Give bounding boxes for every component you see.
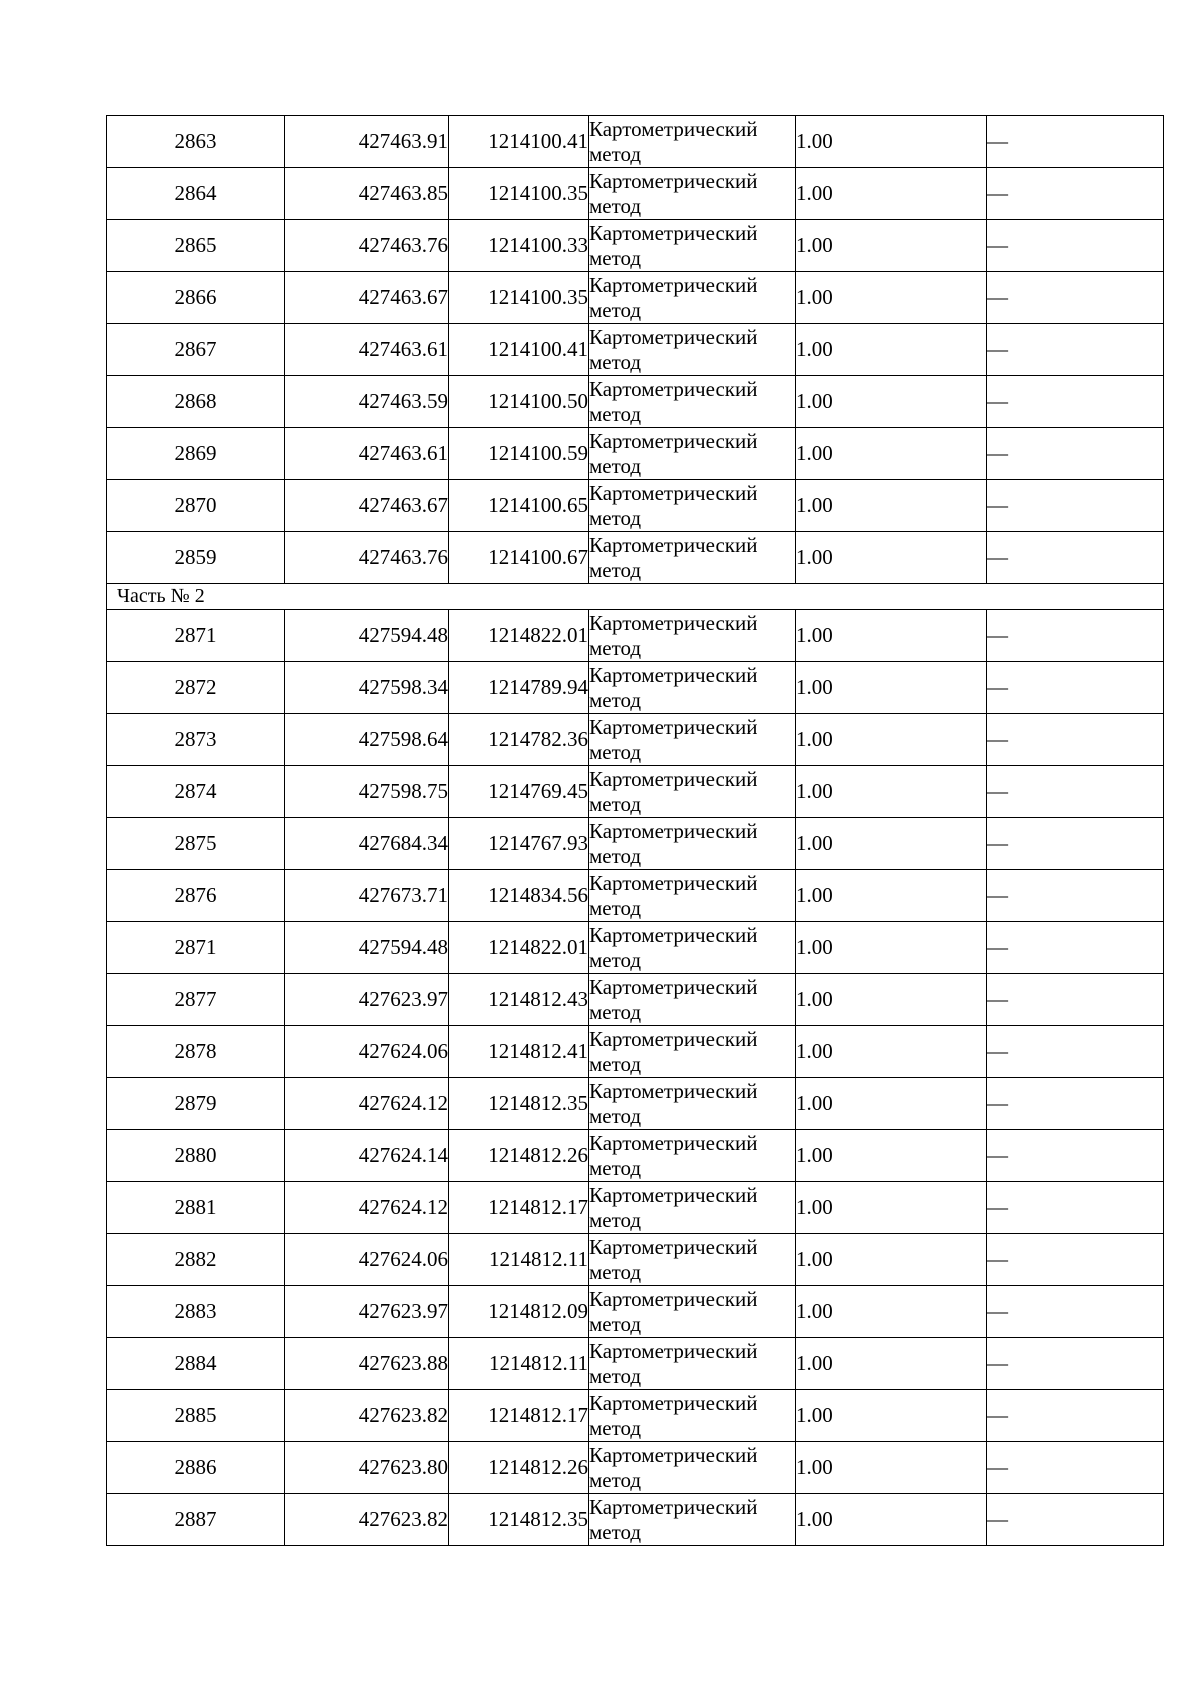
x-coordinate-cell: 427624.12: [285, 1078, 449, 1130]
method-line-1: Картометрический: [589, 116, 758, 141]
y-coordinate-cell: 1214812.26: [449, 1130, 589, 1182]
point-number-cell: 2882: [107, 1234, 285, 1286]
x-coordinate-cell: 427463.61: [285, 324, 449, 376]
table-row: [107, 1286, 1164, 1338]
x-coordinate-cell: 427594.48: [285, 922, 449, 974]
x-coordinate-cell: 427594.48: [285, 610, 449, 662]
y-coordinate-cell: 1214812.41: [449, 1026, 589, 1078]
x-coordinate-cell: 427623.82: [285, 1390, 449, 1442]
note-cell: —: [987, 376, 1164, 428]
method-line-2: метод: [589, 1103, 642, 1128]
method-cell: [589, 610, 796, 662]
method-cell: [589, 532, 796, 584]
y-coordinate-cell: 1214100.59: [449, 428, 589, 480]
x-coordinate-cell: 427463.91: [285, 116, 449, 168]
method-line-2: метод: [589, 1519, 642, 1544]
x-coordinate-cell: 427673.71: [285, 870, 449, 922]
point-number-cell: 2879: [107, 1078, 285, 1130]
point-number-cell: 2867: [107, 324, 285, 376]
point-number-cell: 2877: [107, 974, 285, 1026]
method-cell: [589, 1390, 796, 1442]
point-number-cell: 2886: [107, 1442, 285, 1494]
y-coordinate-cell: 1214100.35: [449, 168, 589, 220]
point-number-cell: 2873: [107, 714, 285, 766]
y-coordinate-cell: 1214812.35: [449, 1494, 589, 1546]
accuracy-cell: 1.00: [796, 1338, 987, 1390]
method-line-1: Картометрический: [589, 220, 758, 245]
method-line-1: Картометрический: [589, 324, 758, 349]
x-coordinate-cell: 427623.82: [285, 1494, 449, 1546]
table-row: [107, 532, 1164, 584]
y-coordinate-cell: 1214812.43: [449, 974, 589, 1026]
note-cell: —: [987, 1182, 1164, 1234]
note-cell: —: [987, 766, 1164, 818]
method-cell: [589, 1078, 796, 1130]
note-cell: —: [987, 428, 1164, 480]
note-cell: —: [987, 922, 1164, 974]
method-line-2: метод: [589, 1259, 642, 1284]
y-coordinate-cell: 1214789.94: [449, 662, 589, 714]
method-line-1: Картометрический: [589, 272, 758, 297]
method-line-1: Картометрический: [589, 714, 758, 739]
table-row: [107, 870, 1164, 922]
method-line-1: Картометрический: [589, 1338, 758, 1363]
method-line-2: метод: [589, 1467, 642, 1492]
method-line-1: Картометрический: [589, 766, 758, 791]
table-row: [107, 1494, 1164, 1546]
point-number-cell: 2868: [107, 376, 285, 428]
accuracy-cell: 1.00: [796, 922, 987, 974]
point-number-cell: 2871: [107, 610, 285, 662]
accuracy-cell: 1.00: [796, 116, 987, 168]
accuracy-cell: 1.00: [796, 870, 987, 922]
note-cell: —: [987, 168, 1164, 220]
method-cell: [589, 870, 796, 922]
x-coordinate-cell: 427624.06: [285, 1234, 449, 1286]
method-line-2: метод: [589, 895, 642, 920]
table-row: [107, 1078, 1164, 1130]
method-cell: [589, 1130, 796, 1182]
method-cell: [589, 220, 796, 272]
note-cell: —: [987, 324, 1164, 376]
note-cell: —: [987, 1078, 1164, 1130]
x-coordinate-cell: 427624.14: [285, 1130, 449, 1182]
table-row: [107, 480, 1164, 532]
y-coordinate-cell: 1214834.56: [449, 870, 589, 922]
method-line-2: метод: [589, 947, 642, 972]
note-cell: —: [987, 1286, 1164, 1338]
y-coordinate-cell: 1214812.11: [449, 1338, 589, 1390]
accuracy-cell: 1.00: [796, 532, 987, 584]
section-label: Часть № 2: [107, 584, 1164, 610]
method-line-2: метод: [589, 349, 642, 374]
note-cell: —: [987, 480, 1164, 532]
x-coordinate-cell: 427463.76: [285, 532, 449, 584]
accuracy-cell: 1.00: [796, 168, 987, 220]
x-coordinate-cell: 427463.85: [285, 168, 449, 220]
method-cell: [589, 766, 796, 818]
table-row: [107, 272, 1164, 324]
accuracy-cell: 1.00: [796, 272, 987, 324]
point-number-cell: 2880: [107, 1130, 285, 1182]
method-line-2: метод: [589, 141, 642, 166]
method-line-2: метод: [589, 193, 642, 218]
accuracy-cell: 1.00: [796, 1182, 987, 1234]
method-line-1: Картометрический: [589, 532, 758, 557]
method-cell: [589, 1442, 796, 1494]
method-line-1: Картометрический: [589, 1234, 758, 1259]
method-line-2: метод: [589, 557, 642, 582]
note-cell: —: [987, 272, 1164, 324]
note-cell: —: [987, 1338, 1164, 1390]
method-cell: [589, 428, 796, 480]
method-cell: [589, 1286, 796, 1338]
point-number-cell: 2872: [107, 662, 285, 714]
x-coordinate-cell: 427624.12: [285, 1182, 449, 1234]
accuracy-cell: 1.00: [796, 1390, 987, 1442]
x-coordinate-cell: 427623.97: [285, 1286, 449, 1338]
table-row: [107, 974, 1164, 1026]
method-cell: [589, 1234, 796, 1286]
table-row: [107, 324, 1164, 376]
coordinates-table-body: [107, 116, 1164, 1546]
method-cell: [589, 818, 796, 870]
point-number-cell: 2871: [107, 922, 285, 974]
note-cell: —: [987, 974, 1164, 1026]
note-cell: —: [987, 610, 1164, 662]
section-header-row: [107, 584, 1164, 610]
point-number-cell: 2869: [107, 428, 285, 480]
method-line-1: Картометрический: [589, 1286, 758, 1311]
method-line-2: метод: [589, 1207, 642, 1232]
y-coordinate-cell: 1214782.36: [449, 714, 589, 766]
table-row: [107, 1234, 1164, 1286]
method-line-2: метод: [589, 245, 642, 270]
point-number-cell: 2884: [107, 1338, 285, 1390]
point-number-cell: 2883: [107, 1286, 285, 1338]
table-row: [107, 428, 1164, 480]
method-line-2: метод: [589, 1363, 642, 1388]
method-line-2: метод: [589, 1155, 642, 1180]
point-number-cell: 2887: [107, 1494, 285, 1546]
table-row: [107, 662, 1164, 714]
method-cell: [589, 1026, 796, 1078]
accuracy-cell: 1.00: [796, 1234, 987, 1286]
accuracy-cell: 1.00: [796, 1286, 987, 1338]
note-cell: —: [987, 1130, 1164, 1182]
table-row: [107, 1442, 1164, 1494]
x-coordinate-cell: 427598.75: [285, 766, 449, 818]
method-cell: [589, 1494, 796, 1546]
accuracy-cell: 1.00: [796, 714, 987, 766]
method-line-1: Картометрический: [589, 610, 758, 635]
y-coordinate-cell: 1214767.93: [449, 818, 589, 870]
method-line-2: метод: [589, 297, 642, 322]
method-line-1: Картометрический: [589, 870, 758, 895]
table-row: [107, 1130, 1164, 1182]
x-coordinate-cell: 427684.34: [285, 818, 449, 870]
y-coordinate-cell: 1214812.17: [449, 1182, 589, 1234]
method-line-2: метод: [589, 687, 642, 712]
method-line-2: метод: [589, 999, 642, 1024]
table-row: [107, 220, 1164, 272]
y-coordinate-cell: 1214100.41: [449, 324, 589, 376]
method-line-2: метод: [589, 791, 642, 816]
table-row: [107, 168, 1164, 220]
method-line-1: Картометрический: [589, 1390, 758, 1415]
point-number-cell: 2866: [107, 272, 285, 324]
note-cell: —: [987, 818, 1164, 870]
point-number-cell: 2881: [107, 1182, 285, 1234]
accuracy-cell: 1.00: [796, 818, 987, 870]
method-line-2: метод: [589, 1051, 642, 1076]
x-coordinate-cell: 427598.64: [285, 714, 449, 766]
method-line-2: метод: [589, 1415, 642, 1440]
table-row: [107, 1338, 1164, 1390]
x-coordinate-cell: 427623.97: [285, 974, 449, 1026]
method-line-1: Картометрический: [589, 922, 758, 947]
table-row: [107, 116, 1164, 168]
method-line-2: метод: [589, 843, 642, 868]
method-line-2: метод: [589, 1311, 642, 1336]
table-row: [107, 818, 1164, 870]
table-row: [107, 610, 1164, 662]
note-cell: —: [987, 116, 1164, 168]
method-line-1: Картометрический: [589, 1078, 758, 1103]
method-cell: [589, 662, 796, 714]
method-cell: [589, 922, 796, 974]
x-coordinate-cell: 427463.61: [285, 428, 449, 480]
x-coordinate-cell: 427463.67: [285, 272, 449, 324]
point-number-cell: 2874: [107, 766, 285, 818]
y-coordinate-cell: 1214100.35: [449, 272, 589, 324]
y-coordinate-cell: 1214100.41: [449, 116, 589, 168]
table-row: [107, 922, 1164, 974]
method-cell: [589, 974, 796, 1026]
y-coordinate-cell: 1214812.17: [449, 1390, 589, 1442]
accuracy-cell: 1.00: [796, 1026, 987, 1078]
accuracy-cell: 1.00: [796, 974, 987, 1026]
method-cell: [589, 116, 796, 168]
y-coordinate-cell: 1214769.45: [449, 766, 589, 818]
table-row: [107, 714, 1164, 766]
note-cell: —: [987, 220, 1164, 272]
note-cell: —: [987, 870, 1164, 922]
point-number-cell: 2878: [107, 1026, 285, 1078]
method-line-1: Картометрический: [589, 168, 758, 193]
accuracy-cell: 1.00: [796, 480, 987, 532]
x-coordinate-cell: 427463.59: [285, 376, 449, 428]
point-number-cell: 2863: [107, 116, 285, 168]
x-coordinate-cell: 427598.34: [285, 662, 449, 714]
accuracy-cell: 1.00: [796, 220, 987, 272]
x-coordinate-cell: 427623.88: [285, 1338, 449, 1390]
note-cell: —: [987, 714, 1164, 766]
method-cell: [589, 480, 796, 532]
method-cell: [589, 168, 796, 220]
y-coordinate-cell: 1214100.67: [449, 532, 589, 584]
y-coordinate-cell: 1214100.50: [449, 376, 589, 428]
accuracy-cell: 1.00: [796, 1494, 987, 1546]
method-line-1: Картометрический: [589, 428, 758, 453]
method-line-1: Картометрический: [589, 1442, 758, 1467]
method-line-2: метод: [589, 453, 642, 478]
method-line-2: метод: [589, 401, 642, 426]
method-line-1: Картометрический: [589, 1182, 758, 1207]
method-cell: [589, 1338, 796, 1390]
y-coordinate-cell: 1214812.26: [449, 1442, 589, 1494]
y-coordinate-cell: 1214822.01: [449, 610, 589, 662]
y-coordinate-cell: 1214812.35: [449, 1078, 589, 1130]
accuracy-cell: 1.00: [796, 610, 987, 662]
method-cell: [589, 272, 796, 324]
point-number-cell: 2865: [107, 220, 285, 272]
method-line-1: Картометрический: [589, 1130, 758, 1155]
table-row: [107, 766, 1164, 818]
accuracy-cell: 1.00: [796, 376, 987, 428]
y-coordinate-cell: 1214812.09: [449, 1286, 589, 1338]
table-row: [107, 376, 1164, 428]
coordinates-table: [106, 115, 1164, 1546]
point-number-cell: 2876: [107, 870, 285, 922]
y-coordinate-cell: 1214100.33: [449, 220, 589, 272]
y-coordinate-cell: 1214822.01: [449, 922, 589, 974]
note-cell: —: [987, 1234, 1164, 1286]
note-cell: —: [987, 662, 1164, 714]
accuracy-cell: 1.00: [796, 766, 987, 818]
method-line-2: метод: [589, 635, 642, 660]
x-coordinate-cell: 427463.76: [285, 220, 449, 272]
accuracy-cell: 1.00: [796, 324, 987, 376]
y-coordinate-cell: 1214100.65: [449, 480, 589, 532]
accuracy-cell: 1.00: [796, 662, 987, 714]
y-coordinate-cell: 1214812.11: [449, 1234, 589, 1286]
note-cell: —: [987, 1494, 1164, 1546]
accuracy-cell: 1.00: [796, 1078, 987, 1130]
table-row: [107, 1390, 1164, 1442]
note-cell: —: [987, 1390, 1164, 1442]
method-cell: [589, 714, 796, 766]
method-line-1: Картометрический: [589, 1026, 758, 1051]
x-coordinate-cell: 427623.80: [285, 1442, 449, 1494]
x-coordinate-cell: 427463.67: [285, 480, 449, 532]
method-line-1: Картометрический: [589, 1494, 758, 1519]
x-coordinate-cell: 427624.06: [285, 1026, 449, 1078]
method-line-2: метод: [589, 505, 642, 530]
point-number-cell: 2870: [107, 480, 285, 532]
accuracy-cell: 1.00: [796, 428, 987, 480]
point-number-cell: 2875: [107, 818, 285, 870]
method-line-1: Картометрический: [589, 662, 758, 687]
accuracy-cell: 1.00: [796, 1442, 987, 1494]
method-line-1: Картометрический: [589, 974, 758, 999]
point-number-cell: 2864: [107, 168, 285, 220]
table-row: [107, 1182, 1164, 1234]
note-cell: —: [987, 1026, 1164, 1078]
accuracy-cell: 1.00: [796, 1130, 987, 1182]
method-line-1: Картометрический: [589, 818, 758, 843]
method-cell: [589, 324, 796, 376]
point-number-cell: 2885: [107, 1390, 285, 1442]
method-line-1: Картометрический: [589, 376, 758, 401]
method-line-2: метод: [589, 739, 642, 764]
method-cell: [589, 376, 796, 428]
point-number-cell: 2859: [107, 532, 285, 584]
method-line-1: Картометрический: [589, 480, 758, 505]
method-cell: [589, 1182, 796, 1234]
table-row: [107, 1026, 1164, 1078]
note-cell: —: [987, 532, 1164, 584]
note-cell: —: [987, 1442, 1164, 1494]
